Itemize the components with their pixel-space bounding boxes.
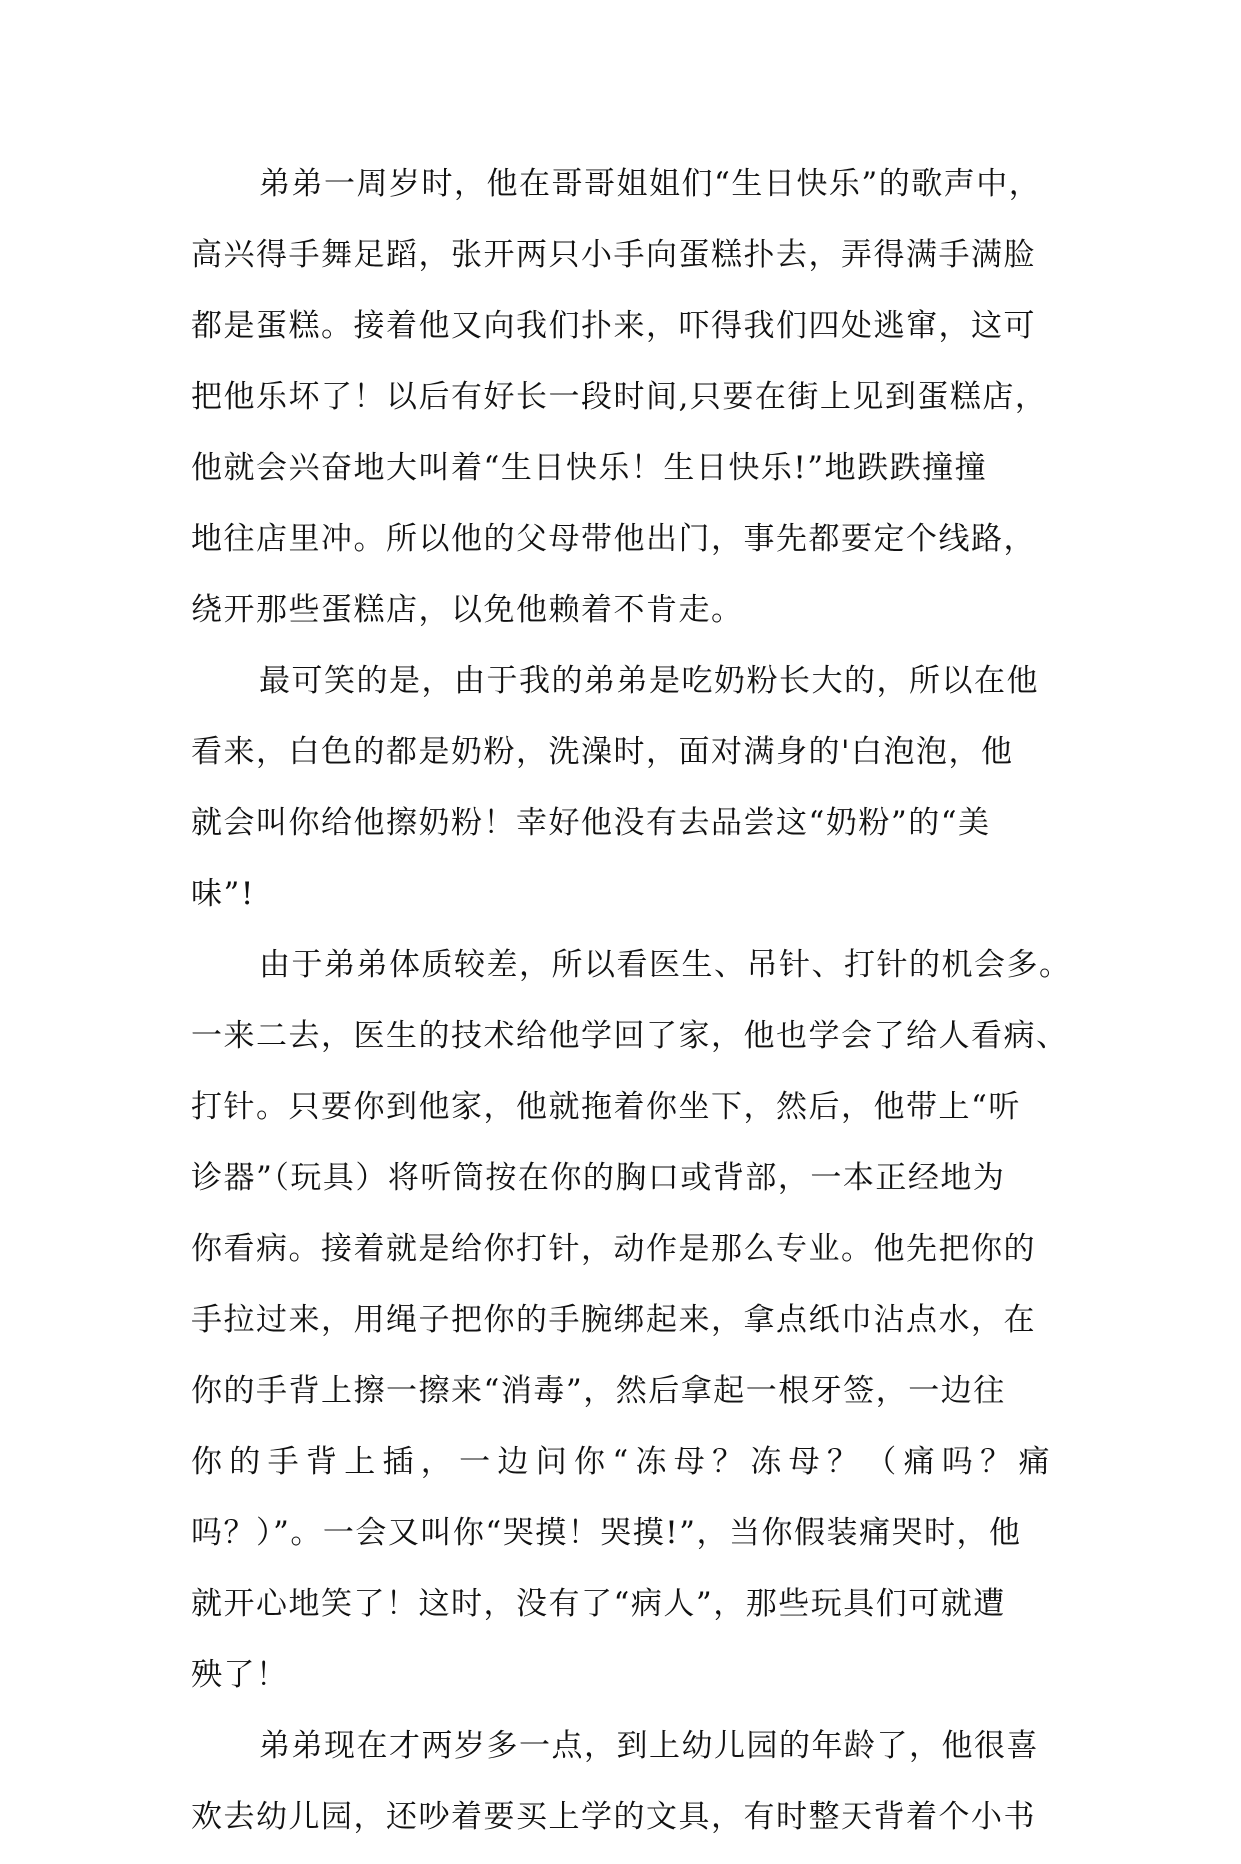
text-line: 看来，白色的都是奶粉，洗澡时，面对满身的'白泡泡，他: [191, 734, 1014, 770]
text-line: 弟弟现在才两岁多一点，到上幼儿园的年龄了，他很喜: [259, 1728, 1039, 1764]
text-line: 一来二去，医生的技术给他学回了家，他也学会了给人看病、: [191, 1018, 1069, 1054]
text-line: 由于弟弟体质较差，所以看医生、吊针、打针的机会多。: [259, 947, 1072, 983]
text-line: 就开心地笑了！这时，没有了“病人”，那些玩具们可就遭: [191, 1586, 1006, 1622]
text-line: 你的手背上插，一边问你“冻母？冻母？（痛吗？痛: [191, 1444, 1051, 1480]
text-line: 味”!: [191, 876, 255, 912]
text-line: 就会叫你给他擦奶粉！幸好他没有去品尝这“奶粉”的“美: [191, 805, 991, 841]
text-line: 你的手背上擦一擦来“消毒”，然后拿起一根牙签，一边往: [191, 1373, 1006, 1409]
text-line: 弟弟一周岁时，他在哥哥姐姐们“生日快乐”的歌声中，: [259, 166, 1042, 202]
text-line: 地往店里冲。所以他的父母带他出门，事先都要定个线路，: [191, 521, 1036, 557]
text-line: 都是蛋糕。接着他又向我们扑来，吓得我们四处逃窜，这可: [191, 308, 1036, 344]
text-line: 你看病。接着就是给你打针，动作是那么专业。他先把你的: [191, 1231, 1036, 1267]
text-line: 吗？）”。一会又叫你“哭摸！哭摸!”，当你假装痛哭时，他: [191, 1515, 1022, 1551]
essay-body: [191, 160, 1072, 1864]
text-line: 诊器”（玩具）将听筒按在你的胸口或背部，一本正经地为: [191, 1160, 1006, 1196]
text-line: 手拉过来，用绳子把你的手腕绑起来，拿点纸巾沾点水，在: [191, 1302, 1036, 1338]
text-line: 最可笑的是，由于我的弟弟是吃奶粉长大的，所以在他: [259, 663, 1039, 699]
text-line: 把他乐坏了！以后有好长一段时间,只要在街上见到蛋糕店，: [191, 379, 1048, 415]
text-line: 绕开那些蛋糕店，以免他赖着不肯走。: [191, 592, 744, 628]
text-line: 殃了！: [191, 1657, 289, 1693]
text-line: 欢去幼儿园，还吵着要买上学的文具，有时整天背着个小书: [191, 1799, 1036, 1835]
text-line: 他就会兴奋地大叫着“生日快乐！生日快乐!”地跌跌撞撞: [191, 450, 988, 486]
text-line: 打针。只要你到他家，他就拖着你坐下，然后，他带上“听: [191, 1089, 1021, 1125]
text-line: 高兴得手舞足蹈，张开两只小手向蛋糕扑去，弄得满手满脸: [191, 237, 1036, 273]
